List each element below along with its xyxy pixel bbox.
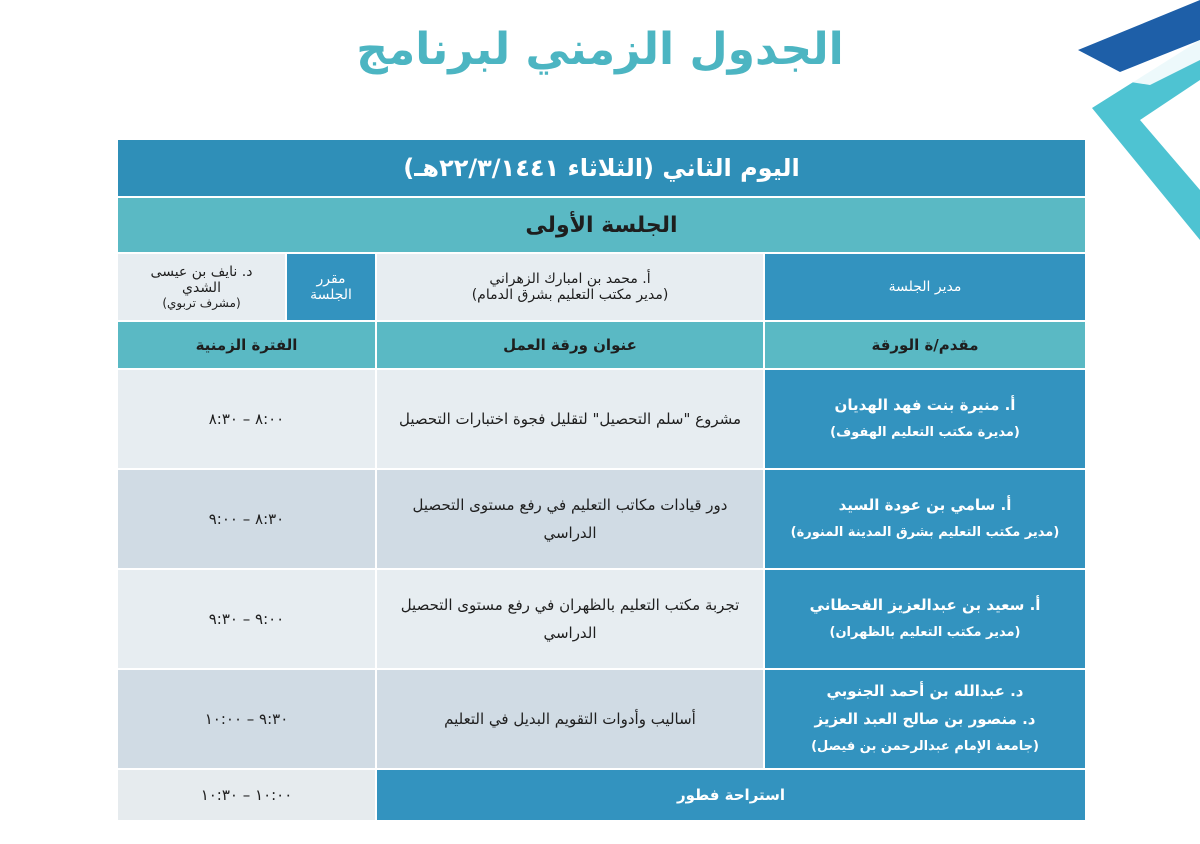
manager-name-cell <box>376 253 764 321</box>
paper-title: تجربة مكتب التعليم بالظهران في رفع مستوى التحصيل الدراسي <box>376 569 764 669</box>
rapporteur-name-line1: د. نايف بن عيسى <box>150 264 253 280</box>
presenter-name: أ. سعيد بن عبدالعزيز القحطاني <box>809 596 1041 614</box>
presenter-cell <box>764 469 1086 569</box>
manager-affiliation: (مدير مكتب التعليم بشرق الدمام) <box>471 287 669 303</box>
presenter-cell <box>764 569 1086 669</box>
schedule-table <box>116 138 1087 822</box>
presenter-affiliation: (مدير مكتب التعليم بالظهران) <box>829 625 1021 640</box>
rapporteur-role: (مشرف تربوي) <box>162 296 241 310</box>
rapporteur-label-line2: الجلسة <box>310 287 352 303</box>
presenter-affiliation: (جامعة الإمام عبدالرحمن بن فيصل) <box>811 739 1039 754</box>
time-slot: ٩:٣٠ – ١٠:٠٠ <box>117 669 376 769</box>
time-slot: ٨:٣٠ – ٩:٠٠ <box>117 469 376 569</box>
presenter-cell <box>764 369 1086 469</box>
manager-row <box>117 253 1086 321</box>
presenter-cell <box>764 669 1086 769</box>
rapporteur-name-cell <box>117 253 286 321</box>
header-row <box>117 321 1086 369</box>
day-label: اليوم الثاني (الثلاثاء ٢٢/٣/١٤٤١هـ) <box>117 139 1086 197</box>
presenter-name-2: د. منصور بن صالح العبد العزيز <box>814 710 1036 728</box>
presenter-name: د. عبدالله بن أحمد الجنوبي <box>826 682 1024 700</box>
rapporteur-name-line2: الشدي <box>182 280 221 296</box>
presenter-affiliation: (مديرة مكتب التعليم الهفوف) <box>830 425 1020 440</box>
manager-label: مدير الجلسة <box>764 253 1086 321</box>
header-title: عنوان ورقة العمل <box>376 321 764 369</box>
paper-title: دور قيادات مكاتب التعليم في رفع مستوى التحصيل الدراسي <box>376 469 764 569</box>
session-label: الجلسة الأولى <box>117 197 1086 253</box>
page-title: الجدول الزمني لبرنامج <box>356 24 844 75</box>
table-row <box>117 569 1086 669</box>
paper-title: أساليب وأدوات التقويم البديل في التعليم <box>376 669 764 769</box>
time-slot: ٩:٠٠ – ٩:٣٠ <box>117 569 376 669</box>
table-row <box>117 669 1086 769</box>
session-row <box>117 197 1086 253</box>
table-row <box>117 469 1086 569</box>
manager-name: أ. محمد بن امبارك الزهراني <box>489 271 651 287</box>
presenter-name: أ. منيرة بنت فهد الهديان <box>834 396 1016 414</box>
presenter-affiliation: (مدير مكتب التعليم بشرق المدينة المنورة) <box>790 525 1060 540</box>
break-time: ١٠:٠٠ – ١٠:٣٠ <box>117 769 376 821</box>
presenter-name: أ. سامي بن عودة السيد <box>838 496 1012 514</box>
break-label: استراحة فطور <box>376 769 1086 821</box>
break-row <box>117 769 1086 821</box>
table-row <box>117 369 1086 469</box>
time-slot: ٨:٠٠ – ٨:٣٠ <box>117 369 376 469</box>
header-presenter: مقدم/ة الورقة <box>764 321 1086 369</box>
rapporteur-label-cell <box>286 253 376 321</box>
day-row <box>117 139 1086 197</box>
header-time: الفترة الزمنية <box>117 321 376 369</box>
rapporteur-label-line1: مقرر <box>316 271 346 287</box>
paper-title: مشروع "سلم التحصيل" لتقليل فجوة اختبارات التحصيل <box>376 369 764 469</box>
